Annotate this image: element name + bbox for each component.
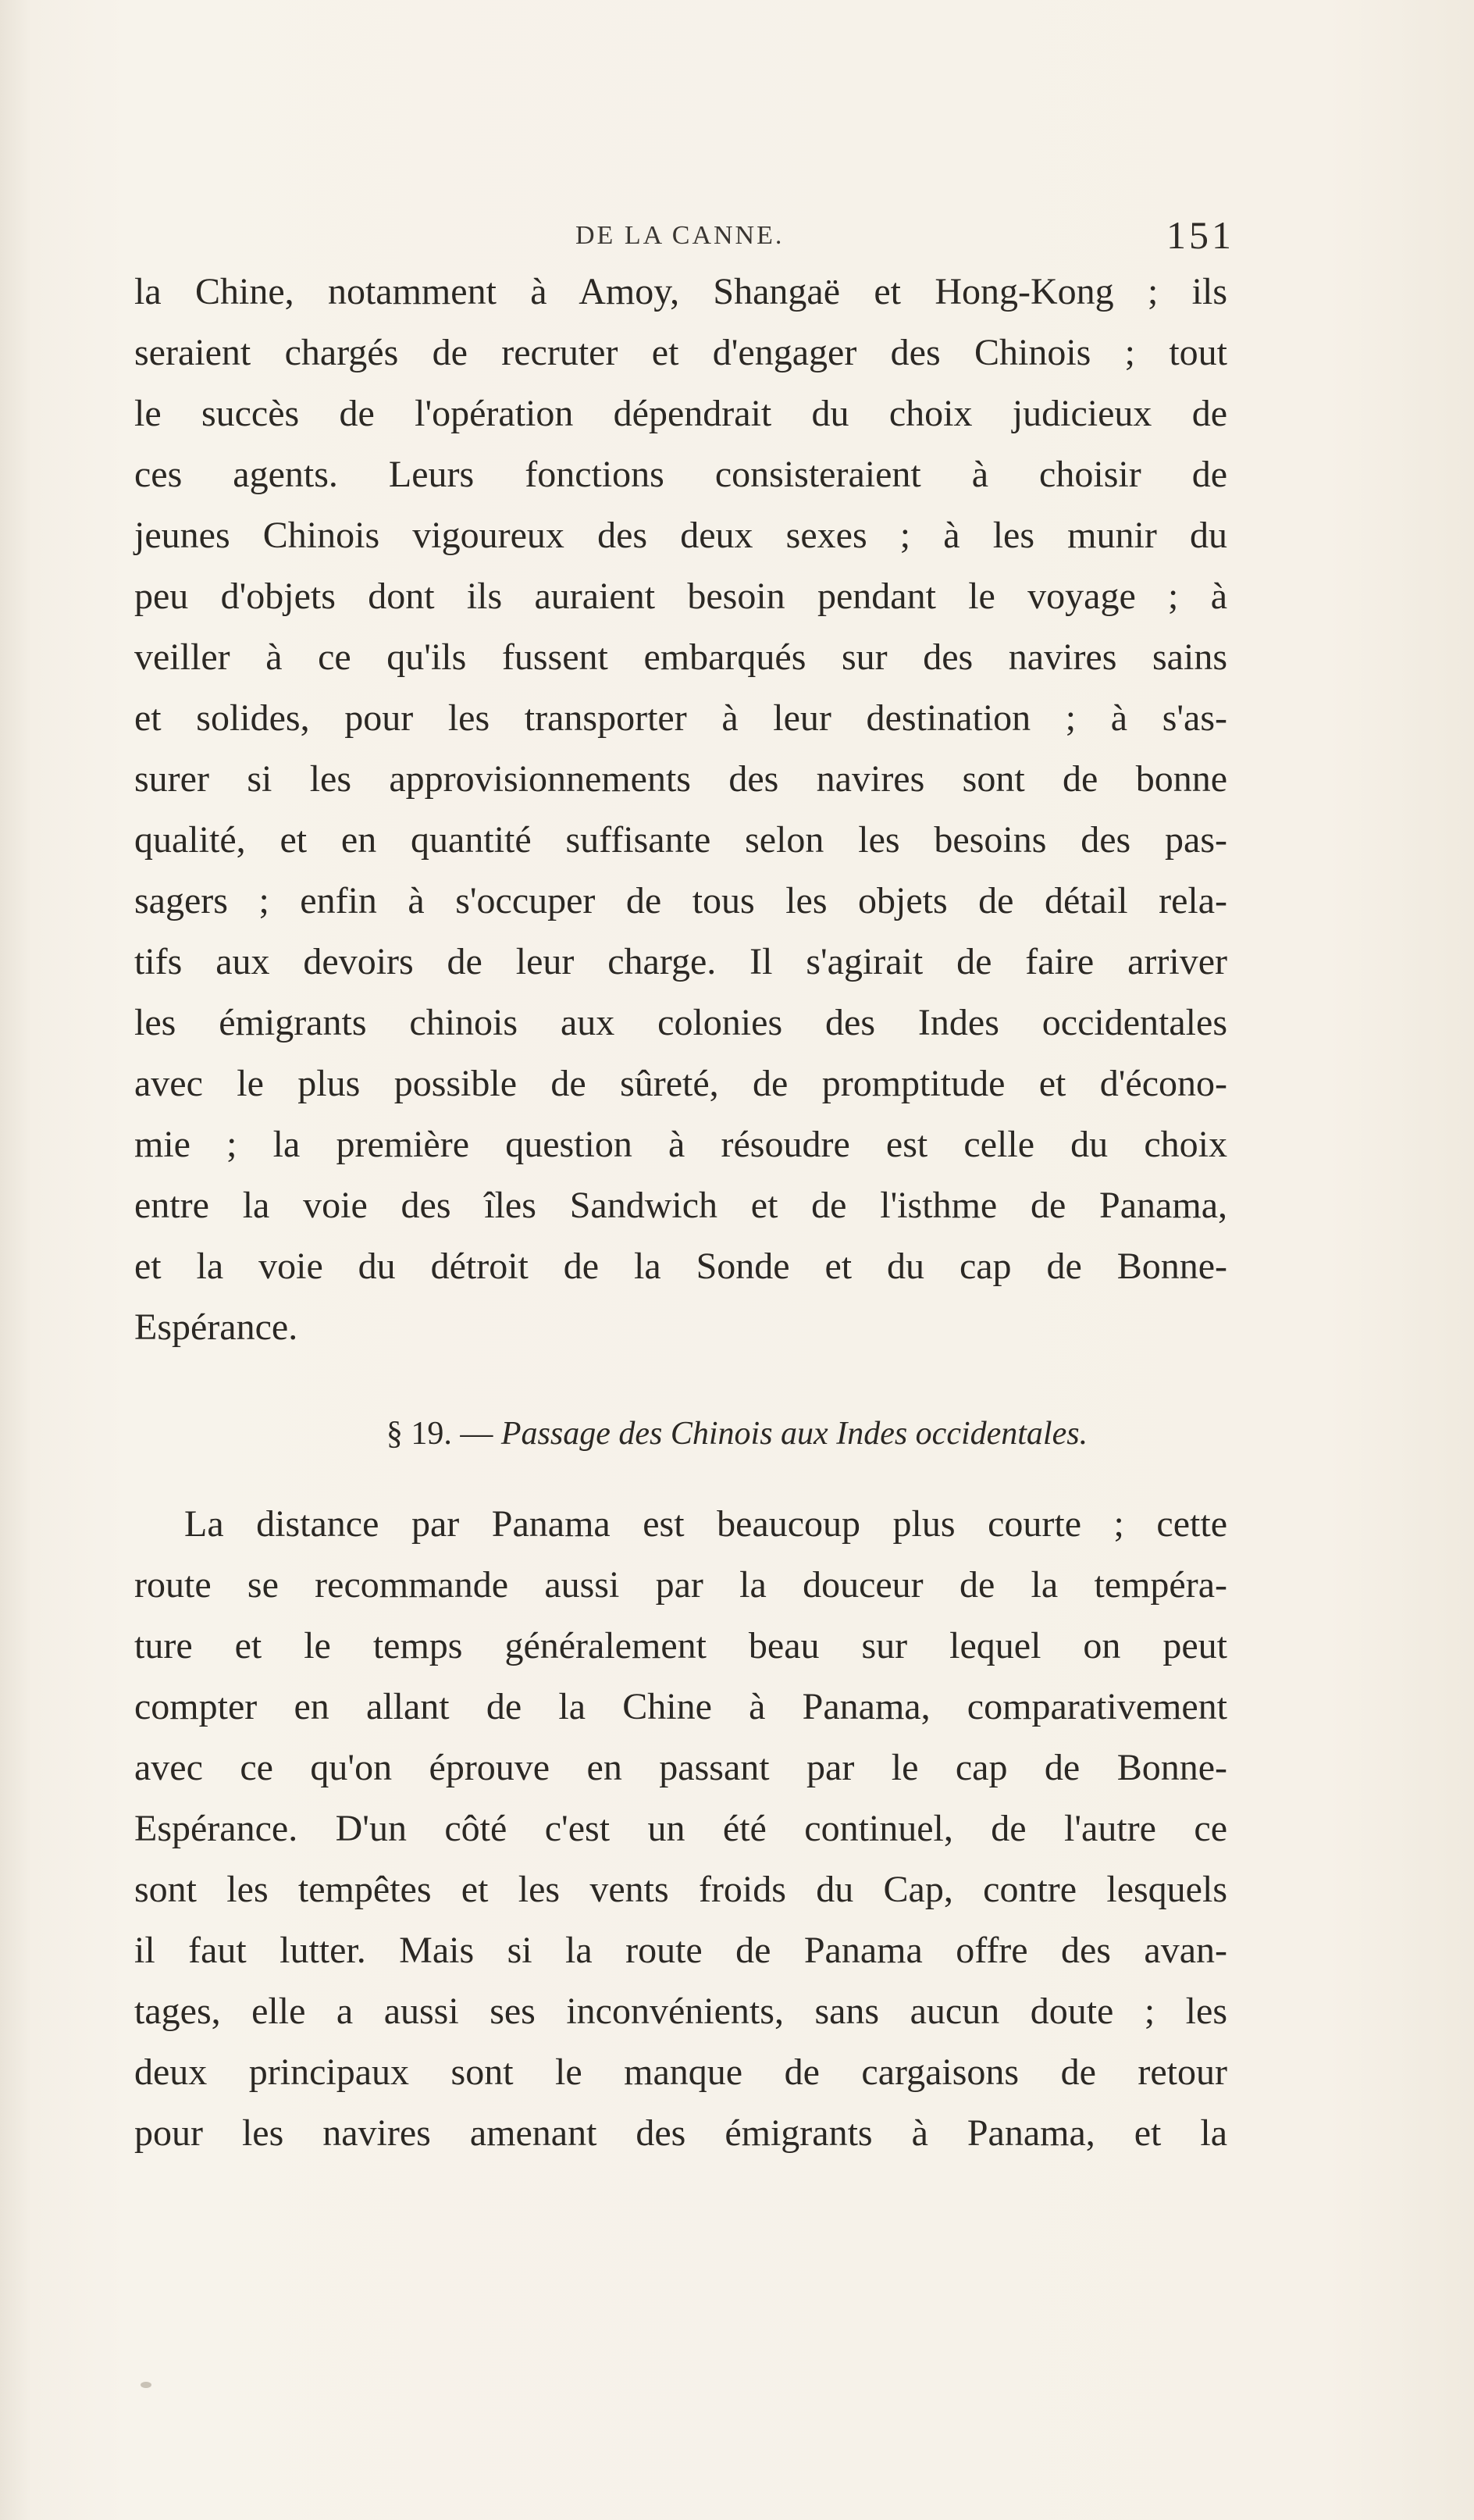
text-line: deux principaux sont le manque de cargaisons de retour xyxy=(134,2051,1227,2093)
text-line: mie ; la première question à résoudre est celle du choix xyxy=(134,1124,1227,1165)
text-line: La distance par Panama est beaucoup plus courte ; cette xyxy=(184,1503,1227,1545)
text-line: tifs aux devoirs de leur charge. Il s'agirait de faire arriver xyxy=(134,941,1227,982)
text-line: Espérance. xyxy=(134,1306,298,1348)
running-head: DE LA CANNE. xyxy=(575,221,785,250)
text-line: compter en allant de la Chine à Panama, comparativement xyxy=(134,1686,1227,1727)
text-line: jeunes Chinois vigoureux des deux sexes ; à les munir du xyxy=(134,515,1227,556)
text-line: pour les navires amenant des émigrants à Panama, et la xyxy=(134,2112,1227,2154)
paper-spot xyxy=(141,2382,151,2388)
text-line: tages, elle a aussi ses inconvénients, sans aucun doute ; les xyxy=(134,1991,1227,2032)
section-heading xyxy=(0,1415,1474,1452)
text-line: Espérance. D'un côté c'est un été continuel, de l'autre ce xyxy=(134,1808,1227,1849)
text-line: et la voie du détroit de la Sonde et du cap de Bonne- xyxy=(134,1246,1227,1287)
text-line: sagers ; enfin à s'occuper de tous les objets de détail rela- xyxy=(134,880,1227,921)
section-number: § 19. — xyxy=(386,1416,493,1452)
text-line: qualité, et en quantité suffisante selon les besoins des pas- xyxy=(134,819,1227,861)
text-line: veiller à ce qu'ils fussent embarqués sur des navires sains xyxy=(134,636,1227,678)
text-line: seraient chargés de recruter et d'engager des Chinois ; tout xyxy=(134,332,1227,373)
text-line: ces agents. Leurs fonctions consisteraient à choisir de xyxy=(134,454,1227,495)
text-line: route se recommande aussi par la douceur de la tempéra- xyxy=(134,1564,1227,1606)
text-line: surer si les approvisionnements des navires sont de bonne xyxy=(134,758,1227,800)
text-line: avec le plus possible de sûreté, de promptitude et d'écono- xyxy=(134,1063,1227,1104)
text-line: avec ce qu'on éprouve en passant par le cap de Bonne- xyxy=(134,1747,1227,1788)
page-number: 151 xyxy=(1166,213,1234,257)
text-line: peu d'objets dont ils auraient besoin pendant le voyage ; à xyxy=(134,576,1227,617)
text-line: la Chine, notamment à Amoy, Shangaë et Hong-Kong ; ils xyxy=(134,271,1227,312)
text-line: le succès de l'opération dépendrait du choix judicieux de xyxy=(134,393,1227,434)
text-line: les émigrants chinois aux colonies des Indes occidentales xyxy=(134,1002,1227,1043)
text-line: et solides, pour les transporter à leur destination ; à s'as- xyxy=(134,697,1227,739)
text-line: sont les tempêtes et les vents froids du Cap, contre lesquels xyxy=(134,1869,1227,1910)
text-line: entre la voie des îles Sandwich et de l'isthme de Panama, xyxy=(134,1185,1227,1226)
section-title: Passage des Chinois aux Indes occidentales. xyxy=(500,1416,1088,1452)
text-line: ture et le temps généralement beau sur lequel on peut xyxy=(134,1625,1227,1666)
text-line: il faut lutter. Mais si la route de Panama offre des avan- xyxy=(134,1930,1227,1971)
